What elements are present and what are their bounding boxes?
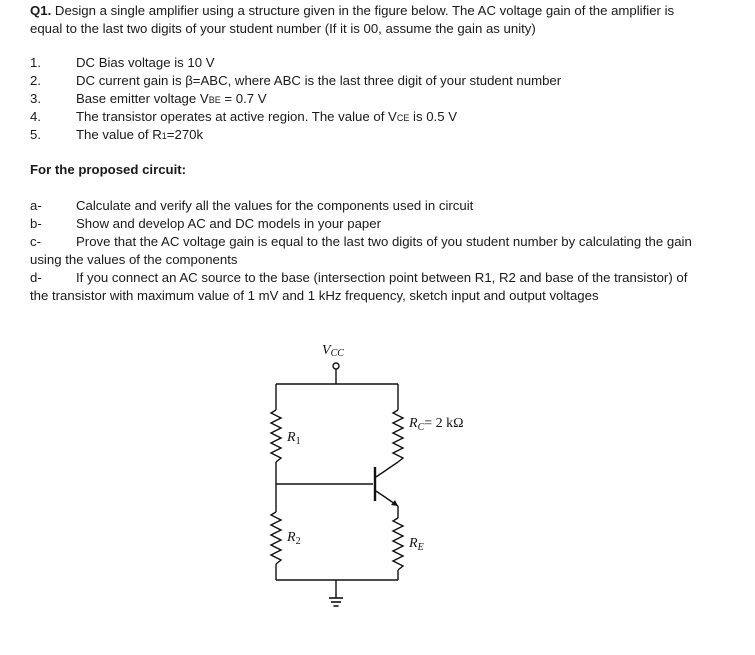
section-title: For the proposed circuit:: [30, 162, 187, 177]
task-c-continuation: using the values of the components: [30, 252, 238, 267]
rc-resistor: [393, 410, 403, 462]
spec-text: The value of R1=270k: [76, 127, 204, 142]
question-label: Q1.: [30, 3, 52, 18]
spec-list: [30, 54, 730, 144]
spec-number: 2.: [30, 73, 41, 88]
task-list: [30, 197, 720, 305]
task-item-d: d- If you connect an AC source to the base (intersection point between R1, R2 and base of the transistor) of: [30, 270, 688, 285]
spec-text: The transistor operates at active region. The value of VCE is 0.5 V: [76, 109, 457, 124]
spec-number: 3.: [30, 91, 41, 106]
vcc-label: VCC: [322, 343, 344, 359]
subscript: BE: [208, 95, 221, 105]
emitter-arrow-icon: [391, 500, 398, 506]
r1-label: $R_1$: [287, 430, 301, 447]
task-item-c: c- Prove that the AC voltage gain is equal to the last two digits of you student number by calculating the gain: [30, 234, 692, 249]
task-d-continuation: the transistor with maximum value of 1 mV and 1 kHz frequency, sketch input and output voltages: [30, 288, 599, 303]
question-statement: [30, 2, 730, 38]
subscript: 1: [161, 131, 167, 141]
task-item-a: a- Calculate and verify all the values for the components used in circuit: [30, 198, 474, 213]
re-resistor: [393, 518, 403, 570]
r2-label: $R_2$: [287, 530, 301, 547]
spec-item: [30, 126, 730, 144]
question-line-2: equal to the last two digits of your student number (If it is 00, assume the gain as unity): [30, 21, 536, 36]
spec-number: 5.: [30, 127, 41, 142]
task-item-b: b- Show and develop AC and DC models in your paper: [30, 216, 381, 231]
spec-text: DC current gain is β=ABC, where ABC is the last three digit of your student number: [76, 73, 562, 88]
spec-item: [30, 90, 730, 108]
transistor-collector: [376, 462, 398, 477]
spec-number: 4.: [30, 109, 41, 124]
spec-text: DC Bias voltage is 10 V: [76, 55, 215, 70]
spec-item: [30, 54, 730, 72]
spec-item: [30, 72, 730, 90]
amplifier-circuit-diagram: [250, 335, 480, 625]
vcc-terminal: [333, 363, 339, 369]
spec-number: 1.: [30, 55, 41, 70]
subscript: CE: [396, 113, 410, 123]
re-label: $R_E$: [409, 536, 424, 553]
r1-resistor: [271, 410, 281, 462]
spec-item: [30, 108, 730, 126]
spec-text: Base emitter voltage VBE = 0.7 V: [76, 91, 267, 106]
rc-label: $R_C= 2$ kΩ: [409, 416, 464, 433]
question-line-1: Design a single amplifier using a structure given in the figure below. The AC voltage gain of the amplifier is: [51, 3, 675, 18]
r2-resistor: [271, 512, 281, 564]
